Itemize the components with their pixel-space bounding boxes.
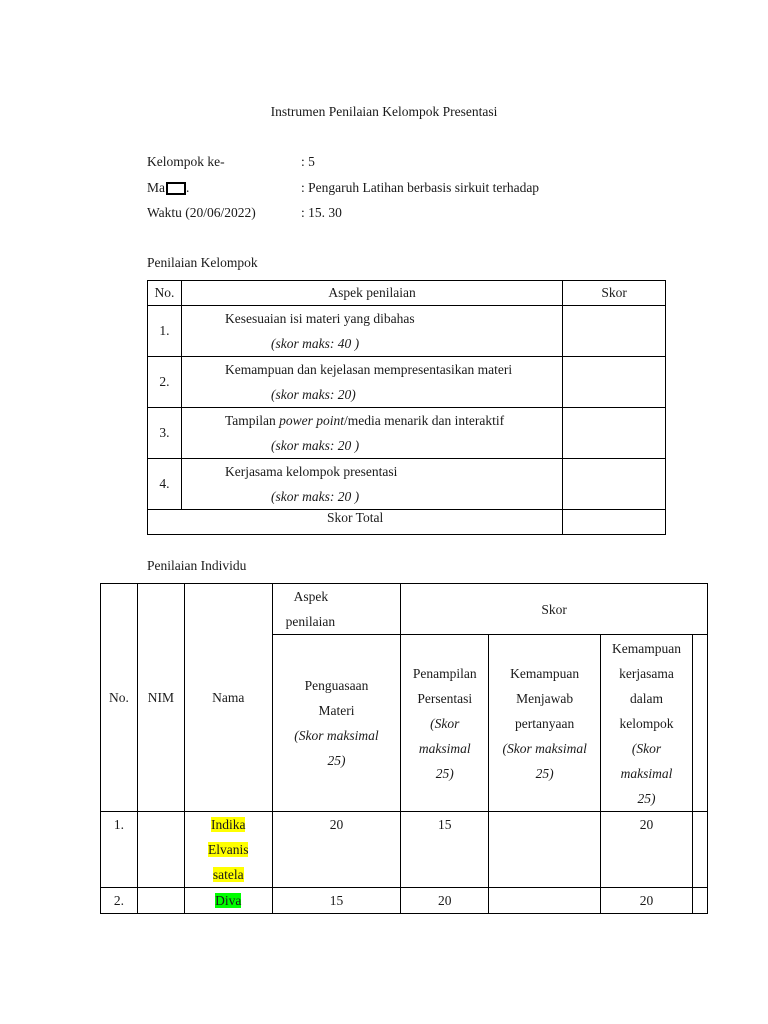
header-nim: NIM <box>137 584 184 812</box>
score-mastery[interactable]: 20 <box>272 812 401 888</box>
score-teamwork[interactable]: 20 <box>601 888 693 914</box>
nim-cell[interactable] <box>137 888 184 914</box>
topic-label-visible: Ma <box>147 180 165 195</box>
header-text: (Skor <box>430 715 460 731</box>
group-assessment-table <box>147 280 666 535</box>
aspect-cell <box>181 357 562 408</box>
name-cell <box>184 812 272 888</box>
header-no: No. <box>101 584 138 812</box>
score-cell[interactable] <box>563 408 666 459</box>
individual-assessment-heading: Penilaian Individu <box>147 558 247 573</box>
extra-narrow-cell <box>692 888 707 914</box>
header-text: 25) <box>435 765 454 781</box>
total-row <box>148 510 666 535</box>
aspect-max: (skor maks: 20 ) <box>270 438 360 453</box>
aspect-cell <box>181 459 562 510</box>
table-row <box>148 459 666 510</box>
name-cell <box>184 888 272 914</box>
topic-label-tail: . <box>186 180 190 195</box>
score-answering[interactable] <box>489 888 601 914</box>
header-answering <box>489 635 601 812</box>
row-number: 1. <box>101 812 138 888</box>
student-name-part: satela <box>212 867 244 882</box>
aspect-text-tail: /media menarik dan interaktif <box>344 413 505 428</box>
header-aspect <box>272 584 401 635</box>
header-text: Menjawab <box>516 690 574 706</box>
redaction-box <box>166 182 186 195</box>
individual-assessment-table <box>100 583 708 914</box>
extra-narrow-cell <box>692 635 707 812</box>
header-text: Penampilan <box>412 665 477 681</box>
score-presentation[interactable]: 15 <box>401 812 489 888</box>
header-teamwork <box>601 635 693 812</box>
header-text: Persentasi <box>417 690 473 706</box>
score-teamwork[interactable]: 20 <box>601 812 693 888</box>
header-text: 25) <box>327 753 346 768</box>
student-name-part: Diva <box>215 893 242 908</box>
nim-cell[interactable] <box>137 812 184 888</box>
aspect-text: Kesesuaian isi materi yang dibahas <box>224 311 415 326</box>
header-text: pertanyaan <box>515 715 575 731</box>
table-header-row <box>148 281 666 306</box>
topic-label <box>147 180 189 196</box>
row-number: 4. <box>148 459 182 510</box>
score-cell[interactable] <box>563 306 666 357</box>
header-score: Skor <box>401 584 708 635</box>
student-name-part: Elvanis <box>207 842 249 857</box>
header-presentation <box>401 635 489 812</box>
table-row <box>148 408 666 459</box>
score-cell[interactable] <box>563 459 666 510</box>
header-text: Kemampuan <box>612 640 682 656</box>
header-text: (Skor maksimal <box>294 728 379 743</box>
row-number: 1. <box>148 306 182 357</box>
group-assessment-heading: Penilaian Kelompok <box>147 255 258 270</box>
score-answering[interactable] <box>489 812 601 888</box>
header-text: kerjasama <box>619 665 674 681</box>
table-row <box>101 812 708 888</box>
aspect-text-italic: power point <box>279 413 345 428</box>
header-text: dalam <box>630 690 664 706</box>
time-value: : 15. 30 <box>301 205 342 220</box>
group-value: : 5 <box>301 154 315 169</box>
header-text: 25) <box>535 765 554 781</box>
header-text: (Skor maksimal <box>502 740 587 756</box>
table-row <box>148 357 666 408</box>
aspect-text: Kerjasama kelompok presentasi <box>224 464 398 479</box>
student-name-part: Indika <box>210 817 246 832</box>
aspect-text: Kemampuan dan kejelasan mempresentasikan materi <box>224 362 513 377</box>
aspect-cell <box>181 306 562 357</box>
header-text: Penguasaan <box>304 678 369 693</box>
header-text: (Skor <box>631 740 662 756</box>
header-text: Materi <box>318 703 355 718</box>
header-text: kelompok <box>619 715 674 731</box>
aspect-text: Tampilan <box>224 413 280 428</box>
header-mastery <box>272 635 401 812</box>
header-no: No. <box>148 281 182 306</box>
row-number: 3. <box>148 408 182 459</box>
row-number: 2. <box>101 888 138 914</box>
header-aspect-line2: penilaian <box>285 614 336 629</box>
extra-narrow-cell <box>692 812 707 888</box>
total-score-cell[interactable] <box>563 510 666 535</box>
document-title: Instrumen Penilaian Kelompok Presentasi <box>270 104 498 119</box>
aspect-max: (skor maks: 20 ) <box>270 489 360 504</box>
header-aspect-line1: Aspek <box>293 589 329 604</box>
total-label: Skor Total <box>148 510 563 535</box>
header-text: 25) <box>637 790 656 806</box>
time-label: Waktu (20/06/2022) <box>147 205 256 220</box>
header-aspect: Aspek penilaian <box>181 281 562 306</box>
score-cell[interactable] <box>563 357 666 408</box>
header-text: maksimal <box>620 765 673 781</box>
score-mastery[interactable]: 15 <box>272 888 401 914</box>
row-number: 2. <box>148 357 182 408</box>
header-text: maksimal <box>418 740 471 756</box>
score-presentation[interactable]: 20 <box>401 888 489 914</box>
topic-value: : Pengaruh Latihan berbasis sirkuit terhadap <box>301 180 540 195</box>
header-text: Kemampuan <box>510 665 580 681</box>
table-row <box>148 306 666 357</box>
table-row <box>101 888 708 914</box>
table-header-row <box>101 584 708 635</box>
header-name: Nama <box>184 584 272 812</box>
aspect-cell <box>181 408 562 459</box>
group-label: Kelompok ke- <box>147 154 225 169</box>
aspect-max: (skor maks: 20) <box>270 387 356 402</box>
aspect-max: (skor maks: 40 ) <box>270 336 360 351</box>
header-score: Skor <box>563 281 666 306</box>
